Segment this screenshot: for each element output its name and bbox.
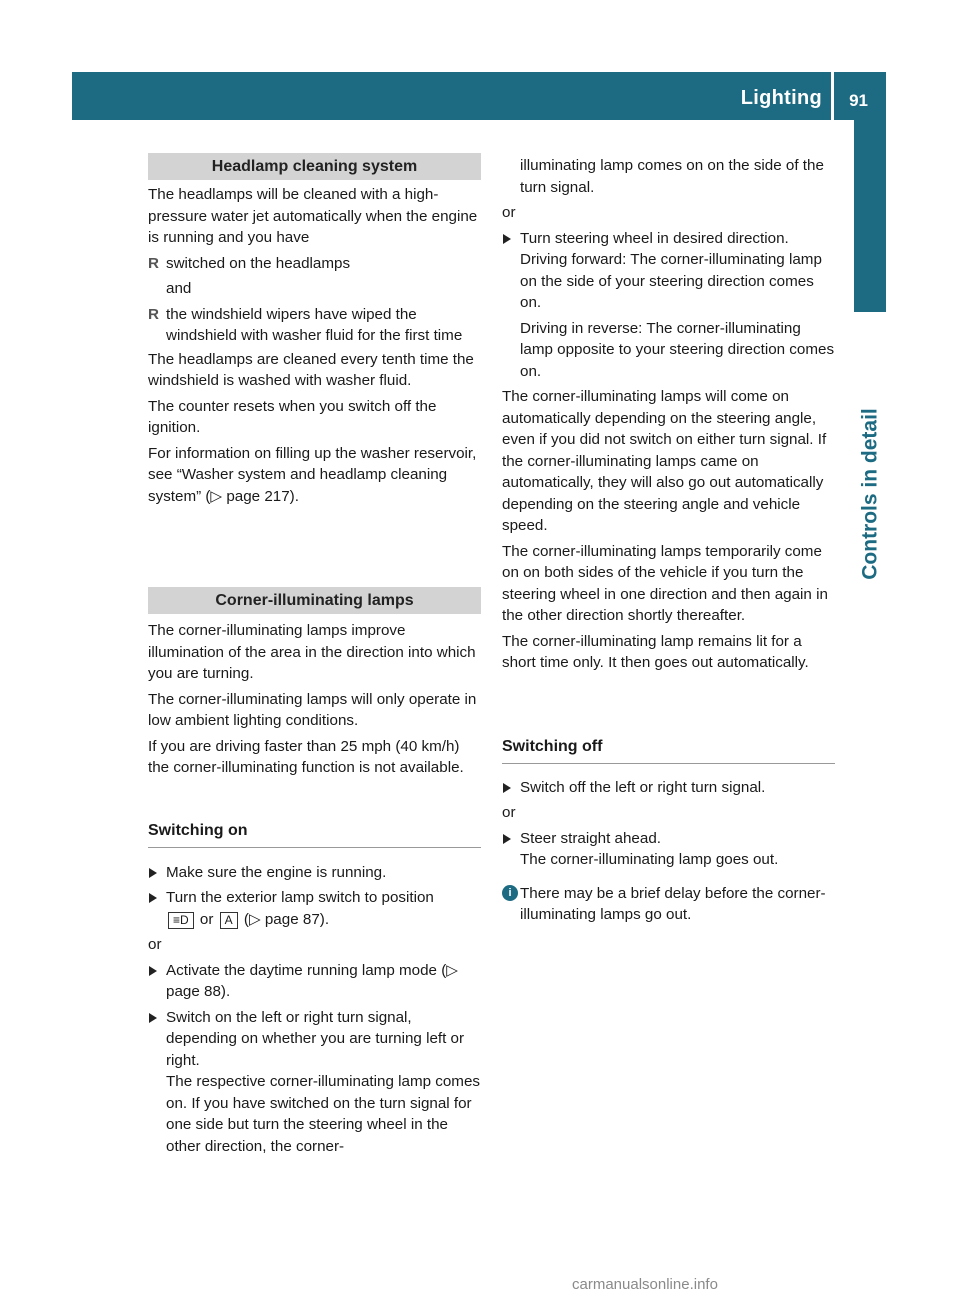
bullet-mark: R <box>148 254 159 272</box>
step-item <box>502 228 835 383</box>
step-text: Activate the daytime running lamp mode (▷ page 88). <box>166 961 458 1000</box>
step-arrow-icon <box>503 234 511 244</box>
step-arrow-icon <box>149 868 157 878</box>
watermark: carmanualsonline.info <box>572 1276 718 1293</box>
paragraph: If you are driving faster than 25 mph (40 km/h) the corner-illuminating function is not available. <box>148 737 464 776</box>
list-item <box>148 304 481 347</box>
step-text: Steer straight ahead. <box>520 829 661 847</box>
step-arrow-icon <box>149 1013 157 1023</box>
page-number: 91 <box>849 91 868 110</box>
low-beam-symbol-icon: ≡D <box>168 912 194 929</box>
paragraph: The corner-illuminating lamps improve illumination of the area in the direction into which you are turning. <box>148 622 476 682</box>
step-arrow-icon <box>149 966 157 976</box>
list-item-text: the windshield wipers have wiped the windshield with washer fluid for the first time <box>166 305 463 344</box>
note-text: There may be a brief delay before the corner-illuminating lamps go out. <box>520 884 826 923</box>
switching-on-section <box>148 820 481 1157</box>
paragraph: The counter resets when you switch off the ignition. <box>148 397 437 436</box>
paragraph: The headlamps are cleaned every tenth time the windshield is washed with washer fluid. <box>148 350 474 389</box>
paragraph: The corner-illuminating lamp remains lit for a short time only. It then goes out automatically. <box>502 632 809 671</box>
step-arrow-icon <box>503 834 511 844</box>
step-item <box>148 887 481 930</box>
info-note <box>502 883 835 926</box>
step-result: Driving in reverse: The corner-illuminating lamp opposite to your steering direction comes on. <box>520 319 835 380</box>
paragraph: For information on filling up the washer reservoir, see “Washer system and headlamp cleaning system” (▷ page 217). <box>148 444 477 505</box>
step-item <box>502 828 835 871</box>
page-reference: (▷ page 87). <box>243 910 330 928</box>
conjunction: and <box>166 280 192 297</box>
switching-off-section <box>502 736 835 926</box>
chapter-title: Lighting <box>740 87 822 109</box>
step-text: Switch off the left or right turn signal. <box>520 778 766 796</box>
conjunction: or <box>502 204 516 221</box>
side-tab-label: Controls in detail <box>858 408 882 580</box>
paragraph: The corner-illuminating lamps will come on automatically depending on the steering angle, even if you did not switch on either turn signal. If the corner-illuminating lamps came on automatically, they will also go out automatically depending on the steering angle and vehicle speed. <box>502 388 827 534</box>
subheading-switching-on: Switching on <box>148 820 481 848</box>
step-item <box>148 960 481 1003</box>
step-result: Driving forward: The corner-illuminating lamp on the side of your steering direction comes on. <box>520 251 822 311</box>
headlamp-section <box>148 153 481 507</box>
continued-text: illuminating lamp comes on on the side of the turn signal. <box>520 157 824 196</box>
subheading-switching-off: Switching off <box>502 736 835 764</box>
side-tab <box>854 120 886 312</box>
step-text: Make sure the engine is running. <box>166 863 387 881</box>
step-text: Turn the exterior lamp switch to position <box>166 889 434 906</box>
page-header <box>72 72 886 120</box>
step-item <box>148 1007 481 1158</box>
section-heading-headlamp: Headlamp cleaning system <box>148 153 481 180</box>
step-text: Switch on the left or right turn signal, depending on whether you are turning left or right. <box>166 1008 465 1069</box>
header-divider <box>831 72 834 120</box>
bullet-mark: R <box>148 305 159 323</box>
step-item <box>502 777 835 799</box>
paragraph: The corner-illuminating lamps will only operate in low ambient lighting conditions. <box>148 690 477 729</box>
auto-headlamp-symbol-icon: A <box>220 912 238 929</box>
list-item <box>148 253 481 275</box>
list-item-text: switched on the headlamps <box>166 254 351 272</box>
paragraph: The corner-illuminating lamps temporarily come on on both sides of the vehicle if you turn the steering wheel in one direction and then again in the other direction shortly thereafter. <box>502 542 828 624</box>
step-result: The corner-illuminating lamp goes out. <box>520 851 779 868</box>
corner-section <box>148 587 481 779</box>
step-arrow-icon <box>149 893 157 903</box>
section-heading-corner: Corner-illuminating lamps <box>148 587 481 614</box>
step-result: The respective corner-illuminating lamp comes on. If you have switched on the turn signal for one side but turn the steering wheel in the other direction, the corner- <box>166 1073 480 1155</box>
step-arrow-icon <box>503 783 511 793</box>
conjunction: or <box>148 936 162 953</box>
paragraph: The headlamps will be cleaned with a high-pressure water jet automatically when the engine is running and you have <box>148 186 478 246</box>
conjunction: or <box>502 804 516 821</box>
step-text: or <box>199 910 214 928</box>
step-text: Turn steering wheel in desired direction. <box>520 229 789 247</box>
info-icon: i <box>502 885 518 901</box>
right-upper <box>502 155 835 674</box>
step-item <box>148 862 481 884</box>
